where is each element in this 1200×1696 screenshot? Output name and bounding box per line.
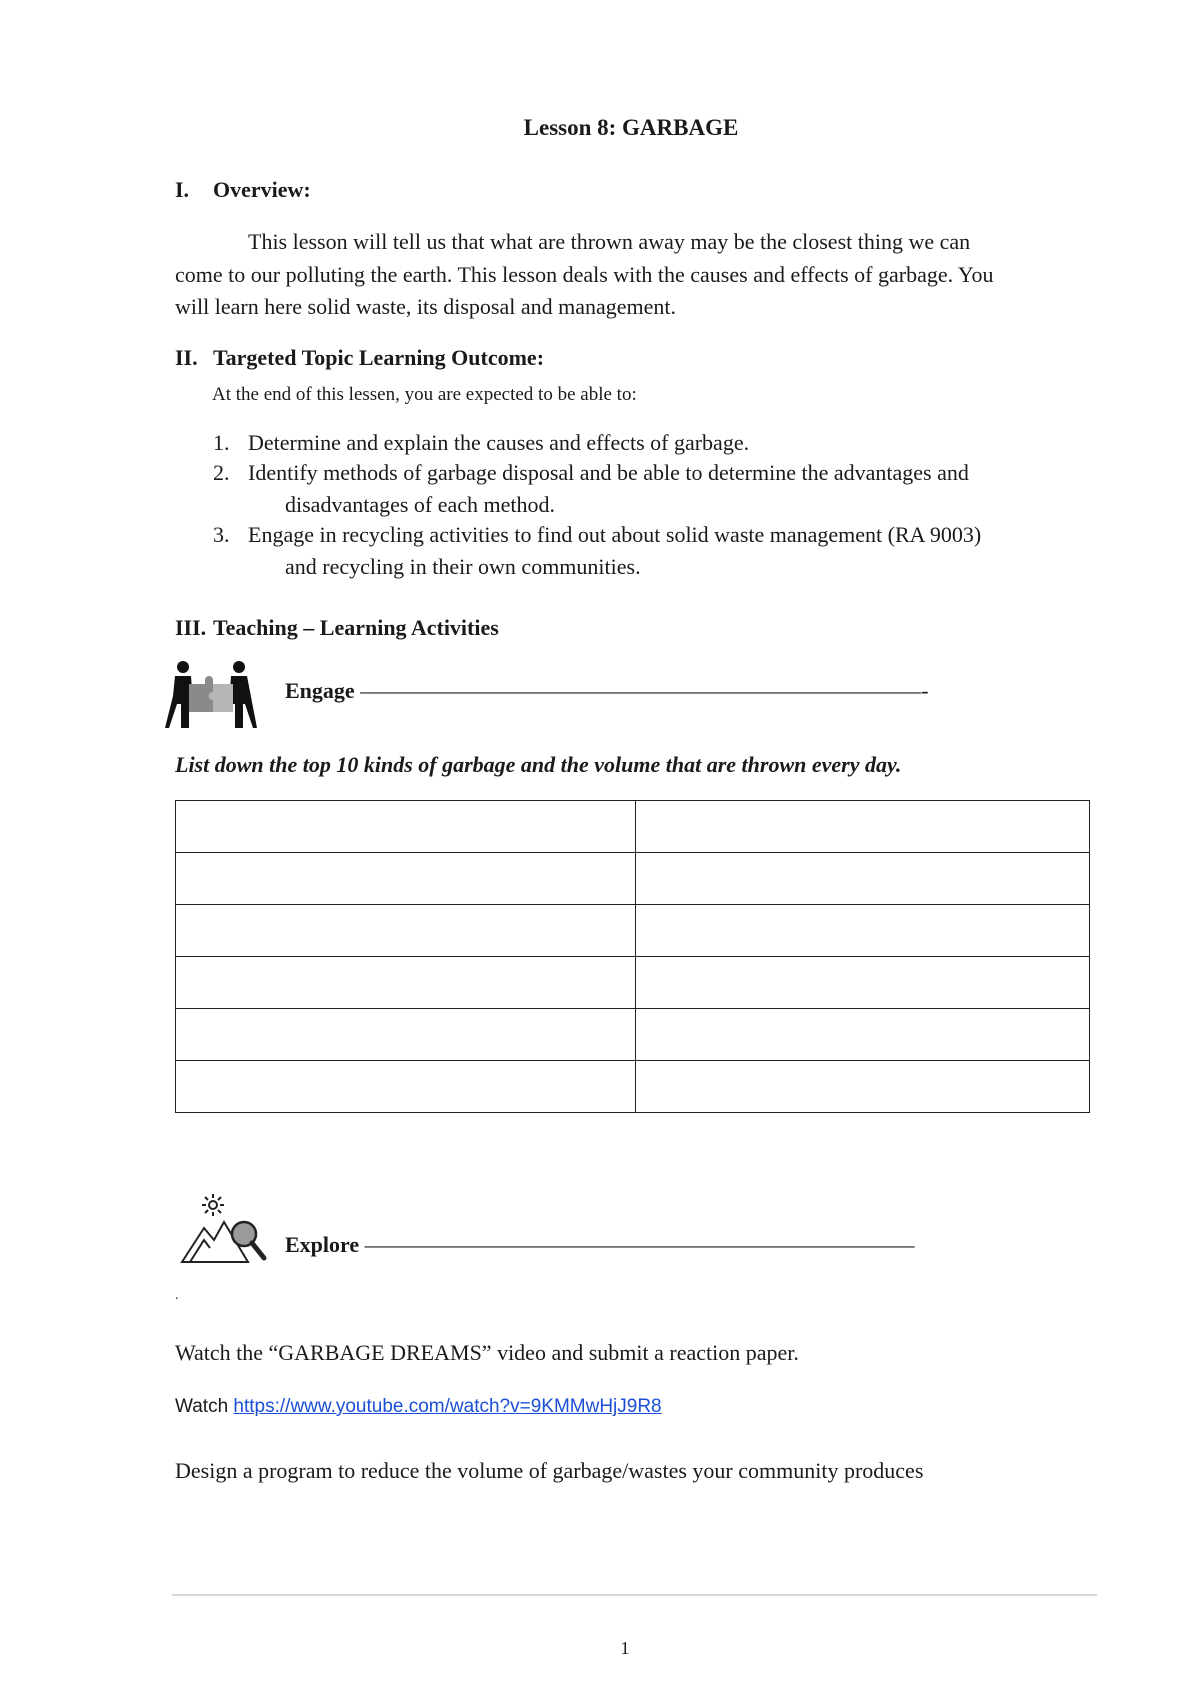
- watch-line: [175, 1396, 662, 1418]
- engage-rule: –––––––––––––––––––––––––––––––––––––––––––––––––––-: [360, 678, 929, 703]
- design-instruction: Design a program to reduce the volume of garbage/wastes your community produces: [175, 1458, 924, 1483]
- table-cell[interactable]: [176, 1061, 636, 1113]
- table-cell[interactable]: [636, 905, 1090, 957]
- video-instruction: Watch the “GARBAGE DREAMS” video and submit a reaction paper.: [175, 1340, 799, 1365]
- footer-divider: [172, 1594, 1097, 1596]
- watch-prefix: Watch: [175, 1396, 229, 1417]
- puzzle-people-icon: [165, 660, 257, 730]
- mountain-magnifier-icon: [180, 1192, 270, 1264]
- outcome-heading: [175, 345, 544, 371]
- table-cell[interactable]: [636, 801, 1090, 853]
- section-title: Targeted Topic Learning Outcome:: [213, 345, 545, 370]
- table-cell[interactable]: [176, 957, 636, 1009]
- list-text: Determine and explain the causes and effects of garbage.: [248, 430, 750, 455]
- section-number: III.: [175, 615, 207, 640]
- outcome-intro: At the end of this lessen, you are expected to be able to:: [212, 384, 637, 405]
- stray-dot: .: [175, 1288, 179, 1303]
- explore-label-row: [285, 1232, 915, 1258]
- table-row: [176, 801, 1090, 853]
- engage-instruction: List down the top 10 kinds of garbage and the volume that are thrown every day.: [175, 752, 902, 777]
- table-row: [176, 1061, 1090, 1113]
- list-number: 2.: [213, 460, 230, 485]
- section-number: I.: [175, 177, 190, 202]
- explore-rule: ––––––––––––––––––––––––––––––––––––––––––––––––––: [364, 1232, 915, 1257]
- list-number: 1.: [213, 430, 230, 455]
- list-number: 3.: [213, 522, 230, 547]
- activities-heading: [175, 615, 499, 641]
- explore-label: Explore: [285, 1232, 360, 1257]
- list-text-continued: disadvantages of each method.: [285, 492, 556, 517]
- table-cell[interactable]: [176, 1009, 636, 1061]
- table-row: [176, 957, 1090, 1009]
- engage-label: Engage: [285, 678, 355, 703]
- list-text: Engage in recycling activities to find out about solid waste management (RA 9003): [248, 522, 982, 547]
- section-number: II.: [175, 345, 198, 370]
- table-row: [176, 853, 1090, 905]
- lesson-title: Lesson 8: GARBAGE: [523, 115, 739, 140]
- overview-line: This lesson will tell us that what are thrown away may be the closest thing we can: [248, 229, 971, 254]
- overview-line: come to our polluting the earth. This lesson deals with the causes and effects of garbage. You: [175, 261, 994, 287]
- engage-label-row: [285, 678, 929, 704]
- overview-heading: [175, 177, 311, 203]
- overview-line: will learn here solid waste, its disposal and management.: [175, 294, 676, 319]
- list-text-continued: and recycling in their own communities.: [285, 554, 641, 579]
- table-row: [176, 1009, 1090, 1061]
- page-number: 1: [620, 1638, 630, 1658]
- section-title: Teaching – Learning Activities: [213, 615, 499, 640]
- video-link[interactable]: https://www.youtube.com/watch?v=9KMMwHjJ9R8: [233, 1396, 662, 1417]
- table-cell[interactable]: [176, 801, 636, 853]
- overview-paragraph: [175, 226, 1095, 324]
- table-cell[interactable]: [636, 1061, 1090, 1113]
- table-cell[interactable]: [176, 853, 636, 905]
- table-row: [176, 905, 1090, 957]
- table-cell[interactable]: [636, 1009, 1090, 1061]
- table-cell[interactable]: [636, 957, 1090, 1009]
- garbage-table: [175, 800, 1090, 1113]
- table-cell[interactable]: [176, 905, 636, 957]
- table-cell[interactable]: [636, 853, 1090, 905]
- list-text: Identify methods of garbage disposal and be able to determine the advantages and: [248, 460, 969, 485]
- section-title: Overview:: [213, 177, 311, 202]
